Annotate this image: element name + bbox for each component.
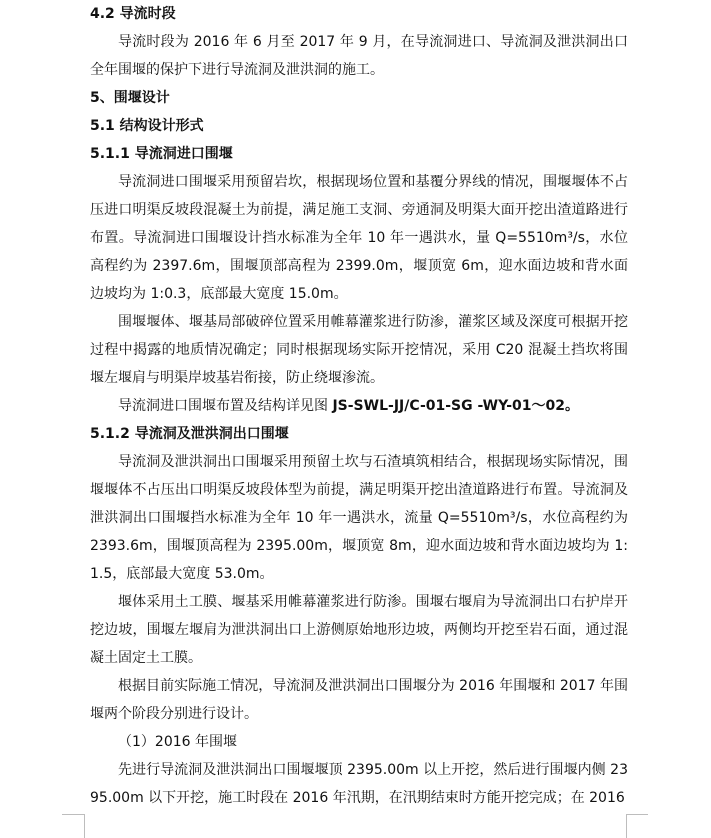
document-body	[90, 0, 628, 812]
heading-5-1: 5.1 结构设计形式	[90, 118, 204, 134]
paragraph-5-1-1-c	[90, 392, 628, 420]
right-margin-corner-mark-horizontal	[626, 814, 648, 815]
paragraph-5-1-2-b: 堰体采用土工膜、堰基采用帷幕灌浆进行防渗。围堰右堰肩为导流洞出口右护岸开挖边坡，围堰左堰肩为泄洪洞出口上游侧原始地形边坡，两侧均开挖至岩石面，通过混凝土固定土工膜。	[90, 594, 628, 666]
paragraph-4-2: 导流时段为 2016 年 6 月至 2017 年 9 月，在导流洞进口、导流洞及泄洪洞出口全年围堰的保护下进行导流洞及泄洪洞的施工。	[90, 34, 628, 78]
drawing-reference-text: 导流洞进口围堰布置及结构详见图	[118, 398, 328, 414]
paragraph-5-1-1-b: 围堰堰体、堰基局部破碎位置采用帷幕灌浆进行防渗，灌浆区域及深度可根据开挖过程中揭露的地质情况确定；同时根据现场实际开挖情况，采用 C20 混凝土挡坎将围堰左堰肩与明渠岸坡基岩衔接，防止绕堰渗流。	[90, 314, 628, 386]
heading-5: 5、围堰设计	[90, 90, 170, 106]
paragraph-5-1-2-a: 导流洞及泄洪洞出口围堰采用预留土坎与石渣填筑相结合，根据现场实际情况，围堰堰体不占压出口明渠反坡段体型为前提，满足明渠开挖出渣道路进行布置。导流洞及泄洪洞出口围堰挡水标准为全年 10 年一遇洪水，流量 Q=5510m³/s，水位高程约为 2393.6m，围堰顶高程为 2395.00m，堰顶宽 8m，迎水面边坡和背水面边坡均为 1:1.5，底部最大宽度 53.0m。	[90, 454, 628, 582]
right-margin-corner-mark-vertical	[626, 814, 627, 838]
heading-5-1-1: 5.1.1 导流洞进口围堰	[90, 146, 233, 162]
left-margin-corner-mark-horizontal	[62, 814, 84, 815]
list-item-2016-cofferdam: （1）2016 年围堰	[118, 734, 237, 750]
paragraph-5-1-1-a: 导流洞进口围堰采用预留岩坎，根据现场位置和基覆分界线的情况，围堰堰体不占压进口明渠反坡段混凝土为前提，满足施工支洞、旁通洞及明渠大面开挖出渣道路进行布置。导流洞进口围堰设计挡水标准为全年 10 年一遇洪水，量 Q=5510m³/s，水位高程约为 2397.6m，围堰顶部高程为 2399.0m，堰顶宽 6m，迎水面边坡和背水面边坡均为 1:0.3，底部最大宽度 15.0m。	[90, 174, 628, 302]
heading-5-1-2: 5.1.2 导流洞及泄洪洞出口围堰	[90, 426, 289, 442]
paragraph-2016-cofferdam: 先进行导流洞及泄洪洞出口围堰堰顶 2395.00m 以上开挖，然后进行围堰内侧 2395.00m 以下开挖，施工时段在 2016 年汛期，在汛期结束时方能开挖完成；在 2016	[90, 762, 628, 806]
left-margin-corner-mark-vertical	[84, 814, 85, 838]
paragraph-5-1-2-c: 根据目前实际施工情况，导流洞及泄洪洞出口围堰分为 2016 年围堰和 2017 年围堰两个阶段分别进行设计。	[90, 678, 628, 722]
drawing-reference-number: JS-SWL-JJ/C-01-SG -WY-01～02。	[332, 398, 579, 414]
heading-4-2: 4.2 导流时段	[90, 6, 176, 22]
